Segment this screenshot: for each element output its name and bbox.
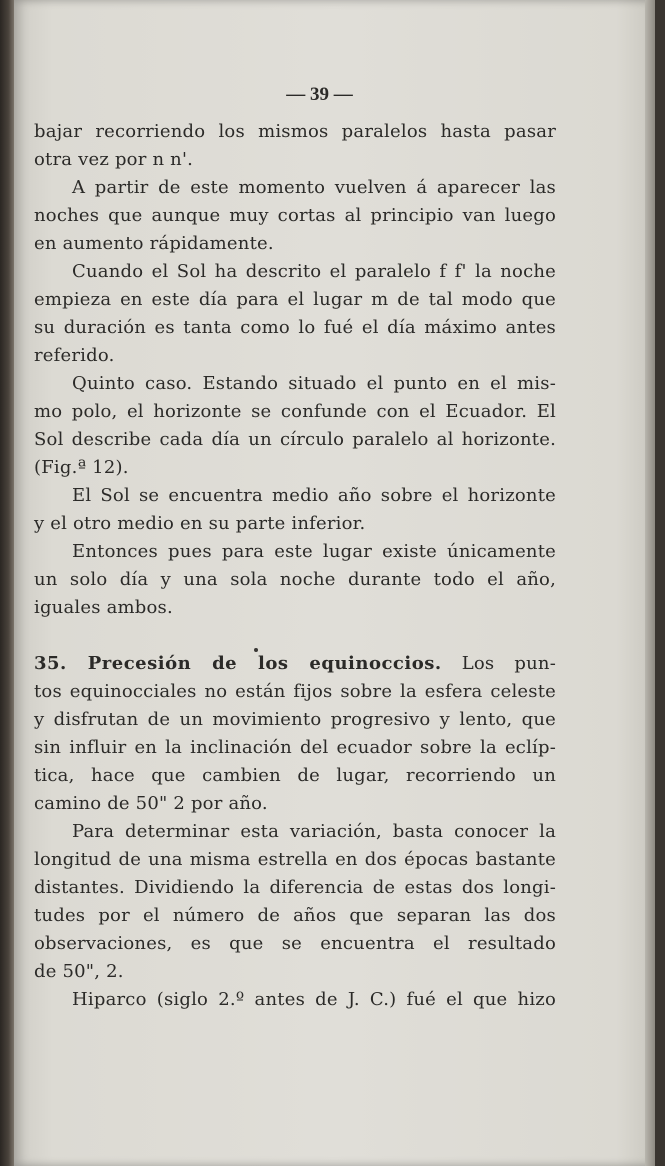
book-page: [14, 0, 655, 1166]
section-heading-line: [34, 654, 556, 674]
body-text: [34, 118, 556, 1038]
text-line: observaciones, es que se encuentra el resultado: [34, 933, 556, 954]
page-right-edge: [645, 0, 655, 1166]
text-line: otra vez por n n'.: [34, 149, 194, 170]
ink-dot: [254, 648, 258, 652]
text-line: mo polo, el horizonte se confunde con el Ecuador. El: [34, 401, 556, 422]
text-line: bajar recorriendo los mismos paralelos hasta pasar: [34, 121, 556, 142]
text-line: (Fig.ª 12).: [34, 457, 129, 478]
text-line: noches que aunque muy cortas al principio van luego: [34, 205, 556, 226]
text-line: referido.: [34, 345, 115, 366]
text-line: empieza en este día para el lugar m de tal modo que: [34, 289, 556, 310]
text-line: en aumento rápidamente.: [34, 233, 274, 254]
text-line: Hiparco (siglo 2.º antes de J. C.) fué el que hizo: [72, 989, 556, 1010]
text-line: longitud de una misma estrella en dos épocas bastante: [34, 849, 556, 870]
text-line: y el otro medio en su parte inferior.: [34, 513, 366, 534]
text-line: Entonces pues para este lugar existe únicamente: [72, 541, 556, 562]
text-fragment: Los pun-: [461, 653, 557, 674]
text-line: su duración es tanta como lo fué el día máximo antes: [34, 317, 556, 338]
text-line: Para determinar esta variación, basta conocer la: [72, 821, 556, 842]
text-line: tos equinocciales no están fijos sobre la esfera celeste: [34, 681, 556, 702]
text-line: A partir de este momento vuelven á aparecer las: [72, 177, 556, 198]
section-heading: 35. Precesión de los equinoccios.: [34, 653, 442, 674]
text-line: sin influir en la inclinación del ecuador sobre la eclíp-: [34, 737, 556, 758]
text-line: un solo día y una sola noche durante todo el año,: [34, 569, 556, 590]
text-line: tudes por el número de años que separan las dos: [34, 905, 556, 926]
text-line: Quinto caso. Estando situado el punto en el mis-: [72, 373, 556, 394]
text-line: de 50", 2.: [34, 961, 124, 982]
book-binding-edge: [0, 0, 14, 1166]
text-line: iguales ambos.: [34, 597, 173, 618]
text-line: Sol describe cada día un círculo paralelo al horizonte.: [34, 429, 556, 450]
text-line: camino de 50" 2 por año.: [34, 793, 268, 814]
text-line: y disfrutan de un movimiento progresivo y lento, que: [34, 709, 556, 730]
text-line: tica, hace que cambien de lugar, recorriendo un: [34, 765, 556, 786]
text-line: El Sol se encuentra medio año sobre el horizonte: [72, 485, 556, 506]
text-line: Cuando el Sol ha descrito el paralelo f f' la noche: [72, 261, 556, 282]
text-line: distantes. Dividiendo la diferencia de estas dos longi-: [34, 877, 556, 898]
page-number: — 39 —: [286, 84, 353, 105]
